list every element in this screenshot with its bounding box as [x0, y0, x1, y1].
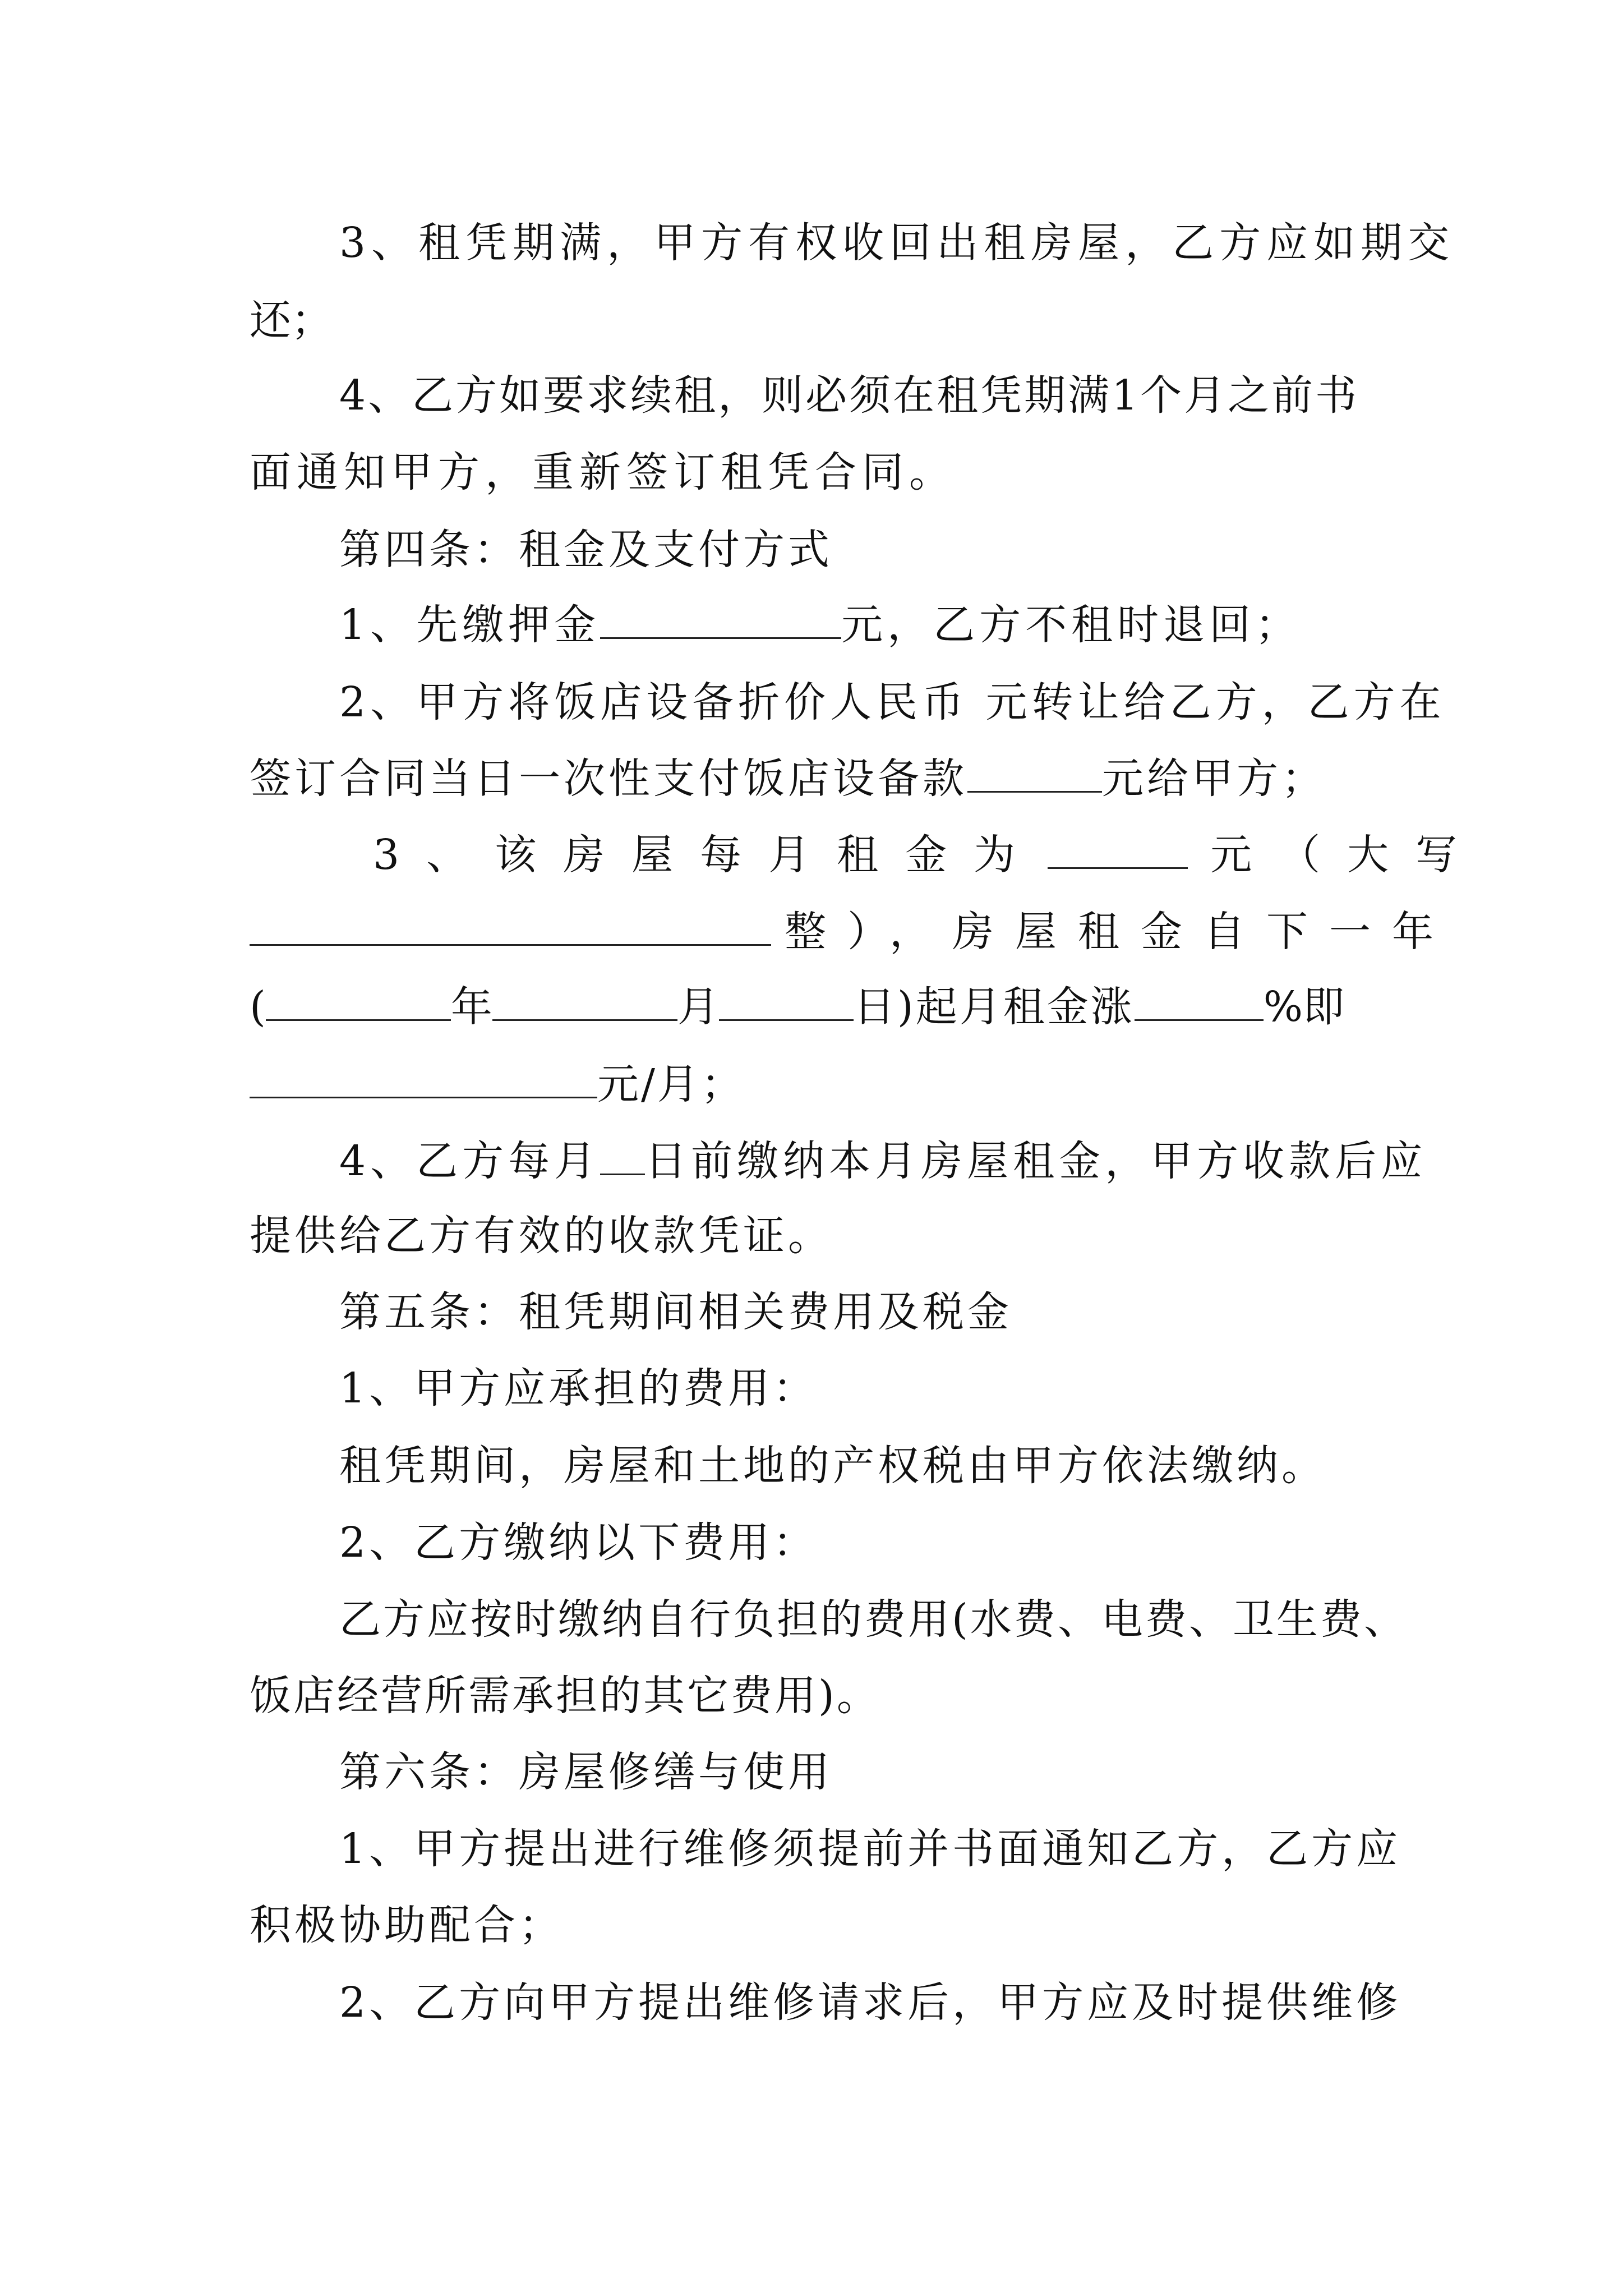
fee-1-desc: 租凭期间，房屋和土地的产权税由甲方依法缴纳。 [339, 1442, 1326, 1490]
payment-4-text-b: 日前缴纳本月房屋租金，甲方收款后应 [645, 1137, 1427, 1185]
open-paren: ( [250, 983, 266, 1031]
payment-1-line [339, 597, 1472, 653]
payment-1-text-a: 1、先缴押金 [339, 601, 601, 649]
fee-1-text: 1、甲方应承担的费用： [339, 1364, 818, 1412]
payment-4-line-2 [250, 1208, 1382, 1264]
clause-4-line-1 [339, 367, 1382, 424]
payment-2-text: 2、甲方将饭店设备折价人民币 元转让给乙方，乙方在 [339, 678, 1446, 726]
payment-3-text-d: 元/月； [597, 1060, 745, 1108]
payment-2-text-a: 签订合同当日一次性支付饭店设备款 [250, 754, 967, 803]
article-4-title: 第四条：租金及支付方式 [339, 526, 833, 574]
day-label: 日)起月租金涨 [853, 983, 1135, 1031]
fee-2-line [339, 1515, 1472, 1571]
clause-3-line-2 [250, 292, 1382, 348]
payment-1-text-b: 元，乙方不租时退回； [841, 601, 1302, 649]
new-rent-blank [250, 1060, 597, 1098]
day-blank [719, 982, 854, 1021]
equipment-fee-blank [967, 754, 1102, 793]
fee-1-line [339, 1360, 1472, 1416]
clause-3-text: 3、租凭期满，甲方有权收回出租房屋，乙方应如期交 [339, 219, 1455, 267]
payment-3-line-2 [250, 904, 1455, 960]
fee-2-desc-line-2 [250, 1668, 1382, 1724]
month-blank [492, 982, 677, 1021]
repair-1-line-2 [250, 1897, 1382, 1953]
rent-uppercase-blank [250, 907, 771, 946]
fee-2-desc-line-1 [339, 1591, 1408, 1648]
payment-2-text-b: 元给甲方； [1102, 754, 1326, 803]
payment-3-text-b: 元（大写 [1210, 831, 1484, 879]
fee-1-desc-line [339, 1438, 1472, 1494]
clause-3-line-1 [339, 215, 1455, 271]
clause-4-text-cont: 面通知甲方，重新签订租凭合同。 [250, 448, 956, 496]
article-6-heading [339, 1744, 1472, 1800]
fee-2-text: 2、乙方缴纳以下费用： [339, 1519, 818, 1567]
payment-2-line-1 [339, 674, 1446, 730]
monthly-rent-blank [1048, 830, 1188, 869]
pay-day-blank [600, 1137, 645, 1175]
repair-1-text-cont: 积极协助配合； [250, 1901, 564, 1949]
fee-2-desc: 乙方应按时缴纳自行负担的费用(水费、电费、卫生费、 [339, 1595, 1408, 1644]
month-label: 月 [677, 983, 719, 1031]
clause-3-text-cont: 还； [250, 296, 333, 344]
increase-percent-blank [1135, 982, 1264, 1021]
payment-3-line-1 [373, 827, 1484, 883]
repair-2-line-1 [339, 1975, 1401, 2031]
deposit-blank [600, 600, 841, 639]
payment-4-text-cont: 提供给乙方有效的收款凭证。 [250, 1212, 833, 1260]
article-4-heading [339, 522, 1472, 578]
payment-3-text-a: 3、该房屋每月租金为 [373, 831, 1043, 879]
payment-4-text-a: 4、乙方每月 [339, 1137, 601, 1185]
repair-1-text: 1、甲方提出进行维修须提前并书面通知乙方，乙方应 [339, 1825, 1401, 1873]
payment-2-line-2 [250, 751, 1382, 807]
payment-3-line-3 [250, 979, 1382, 1035]
payment-3-text-c: 整），房屋租金自下一年 [785, 908, 1455, 956]
article-5-title: 第五条：租凭期间相关费用及税金 [339, 1288, 1012, 1336]
payment-3-line-4 [250, 1056, 1382, 1112]
clause-4-text: 4、乙方如要求续租，则必须在租凭期满1个月之前书 [339, 371, 1359, 420]
article-6-title: 第六条：房屋修缮与使用 [339, 1748, 833, 1796]
article-5-heading [339, 1284, 1472, 1340]
year-blank [266, 982, 451, 1021]
clause-4-line-2 [250, 444, 1382, 500]
year-label: 年 [450, 983, 492, 1031]
payment-4-line-1 [339, 1133, 1427, 1189]
repair-2-text: 2、乙方向甲方提出维修请求后，甲方应及时提供维修 [339, 1978, 1401, 2027]
fee-2-desc-cont: 饭店经营所需承担的其它费用)。 [250, 1672, 880, 1720]
repair-1-line-1 [339, 1821, 1401, 1877]
percent-label: %即 [1263, 983, 1345, 1031]
